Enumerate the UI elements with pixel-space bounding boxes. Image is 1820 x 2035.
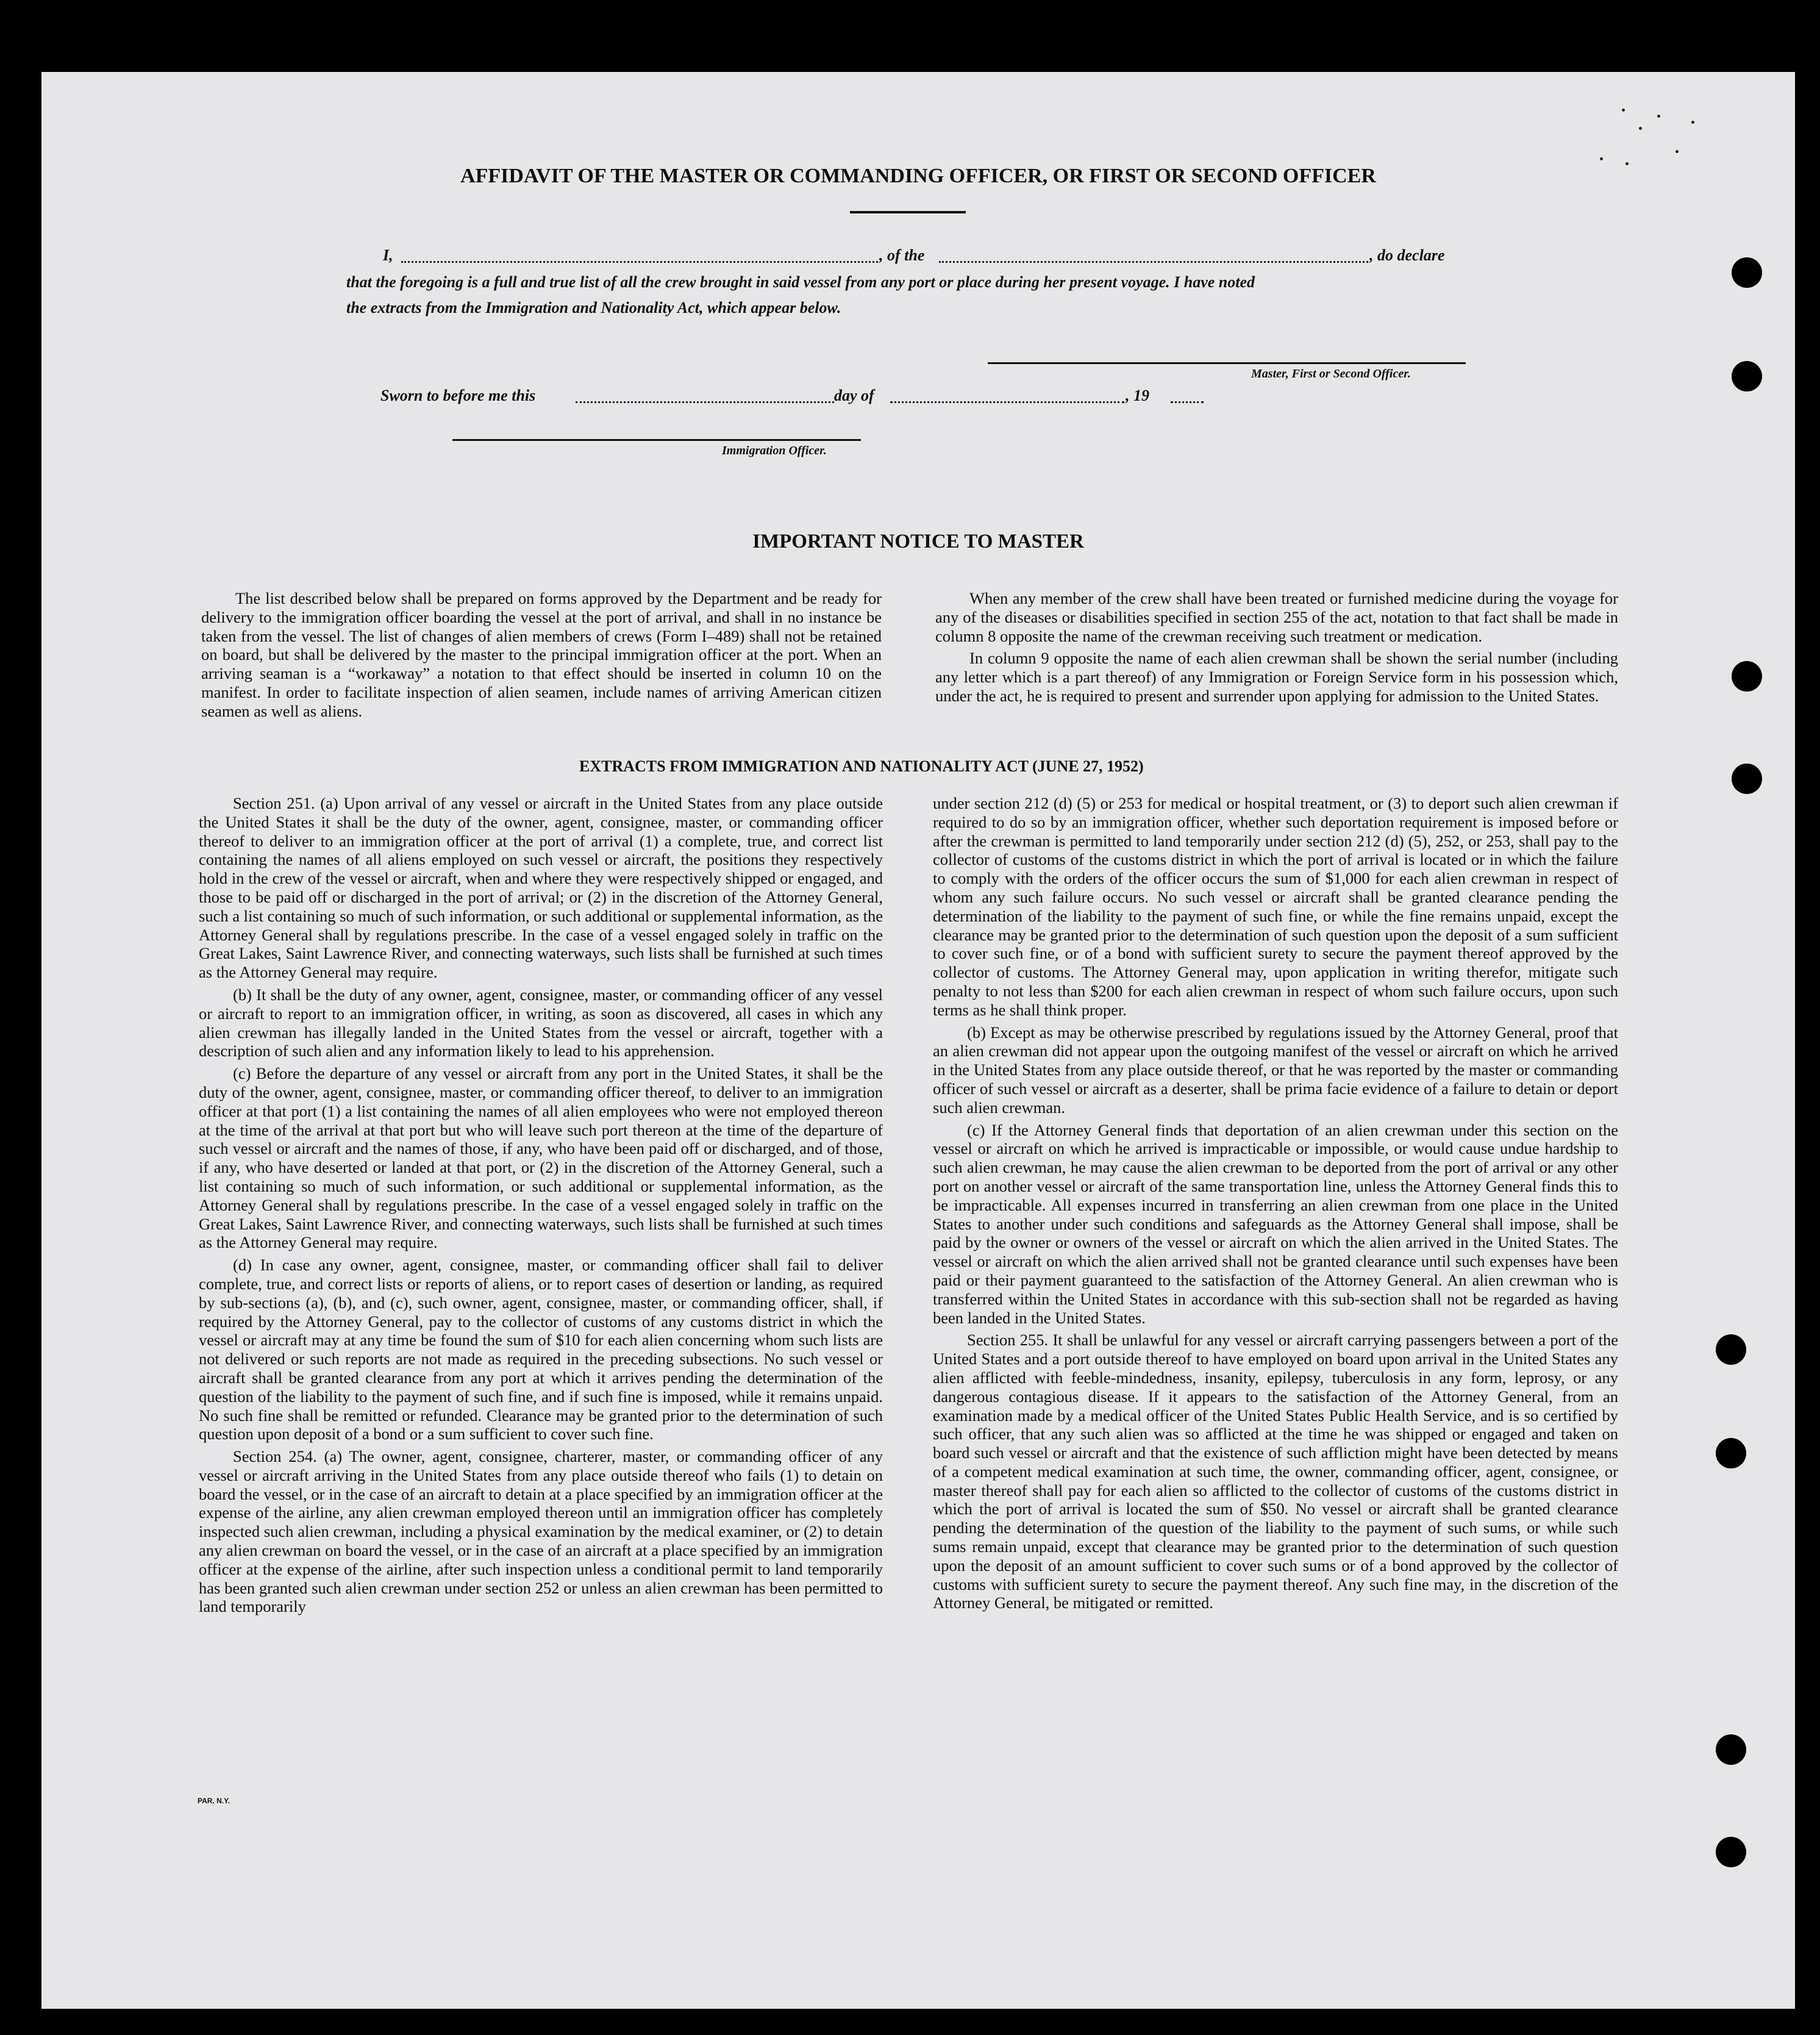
- extracts-left-column: [199, 794, 883, 1620]
- section-255: Section 255. It shall be unlawful for any vessel or aircraft carrying passengers between a port of the United States and a port outside thereof to have employed on board upon arrival in the United States any alien afflicted with feeble-mindedness, insanity, epilepsy, tuberculosis in any form, leprosy, or any dangerous contagious disease. If it appears to the satisfaction of the Attorney General, from an examination made by a medical officer of the United States Public Health Service, and is so certified by such officer, that any such alien was so afflicted at the time he was shipped or engaged and taken on board such vessel or aircraft and that the existence of such affliction might have been detected by means of a competent medical examination at such time, the owner, commanding officer, agent, consignee, or master thereof shall pay for each alien so afflicted to the collector of customs of the customs district in which the port of arrival is located the sum of $50. No vessel or aircraft shall be granted clearance pending the determination of the question of the liability to the payment of such sums, or while such sums remain unpaid, except that clearance may be granted prior to the determination of such question upon the deposit of an amount sufficient to cover such sums or of a bond approved by the collector of customs with sufficient surety to secure the payment thereof. Any such fine may, in the discretion of the Attorney General, be mitigated or remitted.: [933, 1331, 1618, 1612]
- sworn-month-field[interactable]: [890, 401, 1124, 403]
- printer-mark: PAR. N.Y.: [198, 1797, 230, 1805]
- binder-hole: [1716, 1837, 1746, 1867]
- title-underline: [850, 211, 966, 213]
- section-251-b: (b) It shall be the duty of any owner, agent, consignee, master, or commanding officer of any vessel or aircraft to report to an immigration officer, in writing, as soon as discovered, all cases in which any alien crewman has illegally landed in the United States from the vessel or aircraft, together with a description of such alien and any information likely to lead to his apprehension.: [199, 985, 883, 1060]
- master-signature-label: Master, First or Second Officer.: [1251, 367, 1411, 381]
- section-254-c: (c) If the Attorney General finds that deportation of an alien crewman under this section on the vessel or aircraft on which he arrived is impracticable or impossible, or would cause undue hardship to such alien crewman, he may cause the alien crewman to be deported from the port of arrival or any other port on another vessel or aircraft of the same transportation line, unless the Attorney General finds this to be impracticable. All expenses incurred in transferring an alien crewman from one place in the United States to another under such conditions and safeguards as the Attorney General shall impose, shall be paid by the owner or owners of the vessel or aircraft on which the alien arrived in the United States. The vessel or aircraft on which the alien arrived shall not be granted clearance until such expenses have been paid or their payment guaranteed to the satisfaction of the Attorney General. An alien crewman who is transferred within the United States in accordance with this sub-section shall not be regarded as having been landed in the United States.: [933, 1120, 1618, 1327]
- section-254-a: Section 254. (a) The owner, agent, consignee, charterer, master, or commanding officer of any vessel or aircraft arriving in the United States from any place outside thereof who fails (1) to detain on board the vessel, or in the case of an aircraft to detain at a place specified by an immigration officer at the expense of the airline, any alien crewman employed thereon until an immigration officer has completely inspected such alien crewman, including a physical examination by the medical examiner, or (2) to detain any alien crewman on board the vessel, or in the case of an aircraft at a place specified by an immigration officer at the expense of the airline, after such inspection unless a conditional permit to land temporarily has been granted such alien crewman under section 252 or unless an alien crewman has been permitted to land temporarily: [199, 1447, 883, 1616]
- affidavit-title: AFFIDAVIT OF THE MASTER OR COMMANDING OFFICER, OR FIRST OR SECOND OFFICER: [460, 165, 1376, 187]
- scan-speck: [1600, 157, 1603, 160]
- binder-hole: [1732, 361, 1762, 392]
- master-signature-line[interactable]: [988, 362, 1466, 364]
- notice-left-column: [201, 589, 882, 724]
- binder-hole: [1716, 1734, 1746, 1765]
- binder-hole: [1732, 661, 1762, 692]
- scan-speck: [1657, 115, 1660, 118]
- sworn-year-field[interactable]: [1171, 401, 1204, 403]
- sworn-label: Sworn to before me this: [380, 387, 536, 404]
- declaration-line-2: that the foregoing is a full and true list of all the crew brought in said vessel from any port or place during her present voyage. I have noted: [346, 273, 1255, 291]
- notice-right-paragraph-2: In column 9 opposite the name of each alien crewman shall be shown the serial number (including any letter which is a part thereof) of any Immigration or Foreign Service form in his possession which, under the act, he is required to present and surrender upon applying for admission to the United States.: [935, 649, 1618, 705]
- binder-hole: [1732, 764, 1762, 794]
- of-the-label: , of the: [879, 246, 925, 264]
- scan-speck: [1622, 109, 1625, 112]
- extracts-right-column: [933, 794, 1618, 1616]
- section-251-d: (d) In case any owner, agent, consignee, master, or commanding officer shall fail to deliver complete, true, and correct lists or reports of aliens, or to report cases of desertion or landing, as required by sub-sections (a), (b), and (c), such owner, agent, consignee, master, or commanding officer, shall, if required by the Attorney General, pay to the collector of customs of any customs district in which the vessel or aircraft may at any time be found the sum of $10 for each alien concerning whom such lists are not delivered or such reports are not made as required in the preceding subsections. No such vessel or aircraft shall be granted clearance from any port at which it arrives pending the determination of the question of the liability to the payment of such fine, and if such fine is imposed, while it remains unpaid. No such fine shall be remitted or refunded. Clearance may be granted prior to the determination of such question upon deposit of a bond or a sum sufficient to cover such fine.: [199, 1256, 883, 1443]
- notice-right-column: [935, 589, 1618, 709]
- year-label: , 19: [1126, 387, 1149, 404]
- scan-speck: [1639, 127, 1642, 130]
- extracts-title: EXTRACTS FROM IMMIGRATION AND NATIONALITY ACT (JUNE 27, 1952): [579, 757, 1144, 775]
- day-of-label: day of: [834, 387, 874, 404]
- scan-speck: [1691, 121, 1694, 124]
- binder-hole: [1716, 1438, 1746, 1468]
- form-sheet: [41, 72, 1795, 2009]
- i-label: I,: [383, 246, 393, 264]
- officer-signature-line[interactable]: [452, 439, 861, 441]
- do-declare-label: , do declare: [1369, 246, 1445, 264]
- officer-signature-label: Immigration Officer.: [722, 444, 827, 457]
- section-254-a-continued: under section 212 (d) (5) or 253 for medical or hospital treatment, or (3) to deport such alien crewman if required to do so by an immigration officer, whether such deportation requirement is imposed before or after the crewman is permitted to land temporarily under section 212 (d) (5), 252, or 253, shall pay to the collector of customs of the customs district in which the port of arrival is located or in which the failure to comply with the orders of the officer occurs the sum of $1,000 for each alien crewman in respect of whom any such failure occurs. No such vessel or aircraft shall be granted clearance pending the determination of the liability to the payment of such fine, or while the fine remains unpaid, except the clearance may be granted prior to the determination of such question upon the deposit of a sum sufficient to cover such fine, or of a bond with sufficient surety to secure the payment thereof approved by the collector of customs. The Attorney General may, upon application in writing therefor, mitigate such penalty to not less than $200 for each alien crewman in respect of whom such failure occurs, upon such terms as he shall think proper.: [933, 794, 1618, 1019]
- sworn-day-field[interactable]: [576, 401, 834, 403]
- declarant-name-field[interactable]: [401, 261, 878, 263]
- notice-title: IMPORTANT NOTICE TO MASTER: [752, 531, 1084, 553]
- section-251-a: Section 251. (a) Upon arrival of any vessel or aircraft in the United States from any place outside the United States it shall be the duty of the owner, agent, consignee, master, or commanding officer thereof to deliver to an immigration officer at the port of arrival (1) a complete, true, and correct list containing the names of all aliens employed on such vessel or aircraft, the positions they respectively hold in the crew of the vessel or aircraft, when and where they were respectively shipped or engaged, and those to be paid off or discharged in the port of arrival; or (2) in the discretion of the Attorney General, such a list containing so much of such information, or such additional or supplemental information, as the Attorney General shall by regulations prescribe. In the case of a vessel engaged solely in traffic on the Great Lakes, Saint Lawrence River, and connecting waterways, such lists shall be furnished at such times as the Attorney General may require.: [199, 794, 883, 982]
- binder-hole: [1732, 257, 1762, 288]
- declaration-line-3: the extracts from the Immigration and Nationality Act, which appear below.: [346, 299, 841, 317]
- section-251-c: (c) Before the departure of any vessel or aircraft from any port in the United States, it shall be the duty of the owner, agent, consignee, master, or commanding officer thereof, to deliver to an immigration officer at that port (1) a list containing the names of all alien employees who were not employed thereon at the time of the arrival at that port but who will leave such port thereon at the time of the departure of such vessel or aircraft and the names of those, if any, who have been paid off or discharged, and of those, if any, who have deserted or landed at that port, or (2) in the discretion of the Attorney General, such a list containing so much of such information, or such additional or supplemental information, as the Attorney General shall by regulations prescribe. In the case of a vessel engaged solely in traffic on the Great Lakes, Saint Lawrence River, and connecting waterways, such lists shall be furnished at such times as the Attorney General may require.: [199, 1064, 883, 1252]
- notice-right-paragraph-1: When any member of the crew shall have been treated or furnished medicine during the voyage for any of the diseases or disabilities specified in section 255 of the act, notation to that fact shall be made in column 8 opposite the name of the crewman receiving such treatment or medication.: [935, 589, 1618, 645]
- section-254-b: (b) Except as may be otherwise prescribed by regulations issued by the Attorney General, proof that an alien crewman did not appear upon the outgoing manifest of the vessel or aircraft on which he arrived in the United States from any place outside thereof, or that he was reported by the master or commanding officer of such vessel or aircraft as a deserter, shall be prima facie evidence of a failure to detain or deport such alien crewman.: [933, 1023, 1618, 1117]
- notice-left-paragraph: The list described below shall be prepared on forms approved by the Department and be ready for delivery to the immigration officer boarding the vessel at the port of arrival, and shall in no instance be taken from the vessel. The list of changes of alien members of crews (Form I–489) shall not be retained on board, but shall be delivered by the master to the principal immigration officer at the port. When an arriving seaman is a “workaway” a notation to that effect should be inserted in column 10 on the manifest. In order to facilitate inspection of alien seamen, include names of arriving American citizen seamen as well as aliens.: [201, 589, 882, 720]
- scan-speck: [1675, 150, 1679, 153]
- binder-hole: [1716, 1334, 1746, 1365]
- scan-speck: [1626, 162, 1629, 165]
- vessel-name-field[interactable]: [939, 261, 1368, 263]
